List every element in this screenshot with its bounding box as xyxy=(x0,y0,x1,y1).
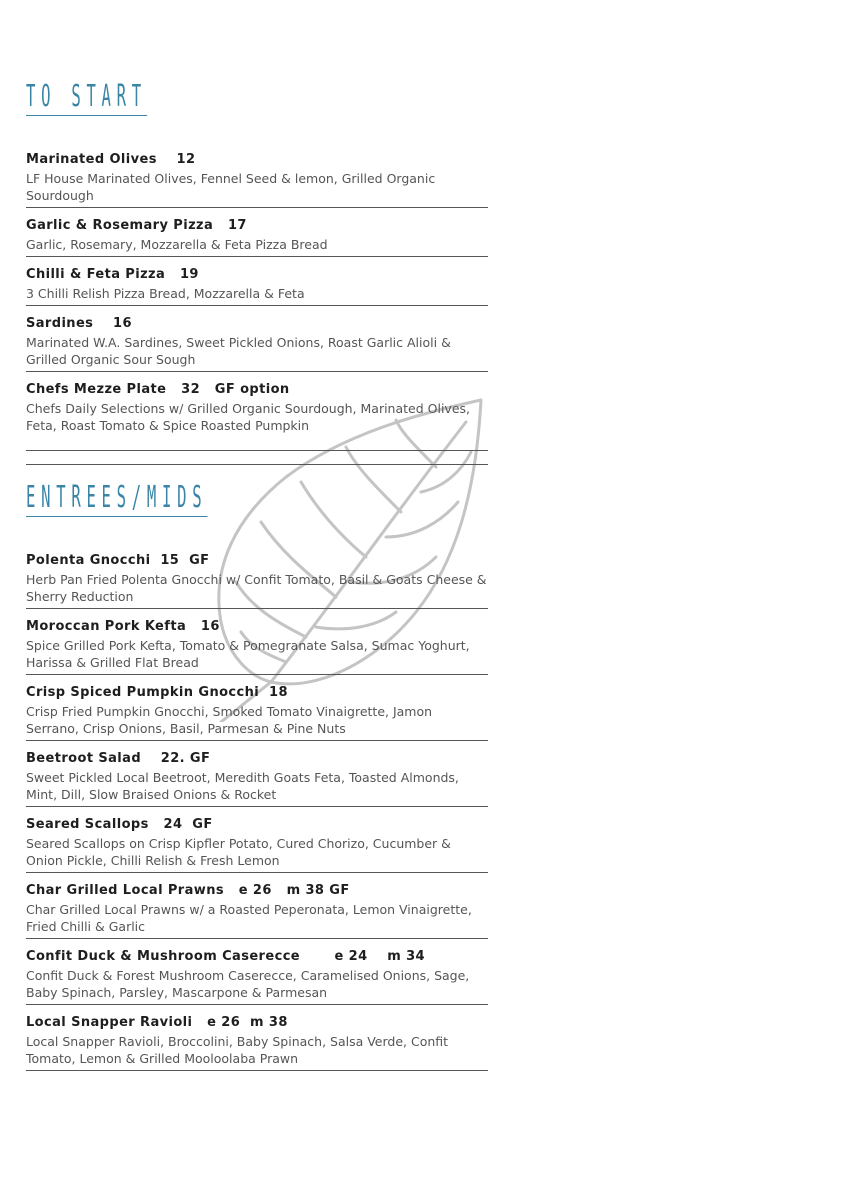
item-name: Char Grilled Local Prawns e 26 m 38 GF xyxy=(26,883,350,898)
menu-item xyxy=(26,883,488,939)
item-description: Crisp Fried Pumpkin Gnocchi, Smoked Tomato Vinaigrette, Jamon Serrano, Crisp Onions, Basil, Parmesan & Pine Nuts xyxy=(26,704,433,736)
divider xyxy=(26,938,488,939)
menu-item xyxy=(26,685,488,741)
divider xyxy=(26,608,488,609)
item-name: Chilli & Feta Pizza 19 xyxy=(26,267,199,282)
item-name: Seared Scallops 24 GF xyxy=(26,817,213,832)
item-description: Char Grilled Local Prawns w/ a Roasted Peperonata, Lemon Vinaigrette, Fried Chilli & Garlic xyxy=(26,902,472,934)
menu-item xyxy=(26,751,488,807)
menu-item xyxy=(26,817,488,873)
item-name: Polenta Gnocchi 15 GF xyxy=(26,553,210,568)
divider xyxy=(26,872,488,873)
menu-item xyxy=(26,382,488,465)
divider xyxy=(26,450,488,451)
item-description: Chefs Daily Selections w/ Grilled Organic Sourdough, Marinated Olives, Feta, Roast Tomato & Spice Roasted Pumpkin xyxy=(26,401,470,433)
section-title-to-start: TO START xyxy=(26,79,147,114)
divider xyxy=(26,806,488,807)
item-description: Local Snapper Ravioli, Broccolini, Baby Spinach, Salsa Verde, Confit Tomato, Lemon & Grilled Mooloolaba Prawn xyxy=(26,1034,449,1066)
menu-item xyxy=(26,152,488,208)
divider xyxy=(26,1070,488,1071)
item-name: Beetroot Salad 22. GF xyxy=(26,751,211,766)
item-description: Confit Duck & Forest Mushroom Caserecce, Caramelised Onions, Sage, Baby Spinach, Parsley, Mascarpone & Parmesan xyxy=(26,968,470,1000)
item-name: Sardines 16 xyxy=(26,316,132,331)
menu-item xyxy=(26,267,488,306)
section-title-entrees-mids: ENTREES/MIDS xyxy=(26,480,208,515)
item-description: 3 Chilli Relish Pizza Bread, Mozzarella & Feta xyxy=(26,286,305,301)
item-description: Marinated W.A. Sardines, Sweet Pickled Onions, Roast Garlic Alioli & Grilled Organic Sour Sough xyxy=(26,335,451,367)
menu-item xyxy=(26,316,488,372)
divider xyxy=(26,464,488,465)
divider xyxy=(26,1004,488,1005)
divider xyxy=(26,674,488,675)
divider xyxy=(26,207,488,208)
menu-item xyxy=(26,619,488,675)
divider xyxy=(26,305,488,306)
menu-content xyxy=(26,80,488,1081)
divider xyxy=(26,740,488,741)
item-name: Marinated Olives 12 xyxy=(26,152,196,167)
item-name: Garlic & Rosemary Pizza 17 xyxy=(26,218,247,233)
item-name: Crisp Spiced Pumpkin Gnocchi 18 xyxy=(26,685,288,700)
item-description: Garlic, Rosemary, Mozzarella & Feta Pizza Bread xyxy=(26,237,328,252)
menu-item xyxy=(26,553,488,609)
divider xyxy=(26,371,488,372)
item-description: Seared Scallops on Crisp Kipfler Potato, Cured Chorizo, Cucumber & Onion Pickle, Chilli Relish & Fresh Lemon xyxy=(26,836,451,868)
divider xyxy=(26,256,488,257)
item-name: Chefs Mezze Plate 32 GF option xyxy=(26,382,290,397)
item-name: Local Snapper Ravioli e 26 m 38 xyxy=(26,1015,288,1030)
item-description: Spice Grilled Pork Kefta, Tomato & Pomegranate Salsa, Sumac Yoghurt, Harissa & Grilled Flat Bread xyxy=(26,638,470,670)
item-name: Moroccan Pork Kefta 16 xyxy=(26,619,220,634)
menu-item xyxy=(26,949,488,1005)
menu-item xyxy=(26,1015,488,1071)
item-description: LF House Marinated Olives, Fennel Seed & lemon, Grilled Organic Sourdough xyxy=(26,171,436,203)
item-name: Confit Duck & Mushroom Caserecce e 24 m 34 xyxy=(26,949,425,964)
item-description: Sweet Pickled Local Beetroot, Meredith Goats Feta, Toasted Almonds, Mint, Dill, Slow Braised Onions & Rocket xyxy=(26,770,459,802)
menu-item xyxy=(26,218,488,257)
item-description: Herb Pan Fried Polenta Gnocchi w/ Confit Tomato, Basil & Goats Cheese & Sherry Reduction xyxy=(26,572,487,604)
